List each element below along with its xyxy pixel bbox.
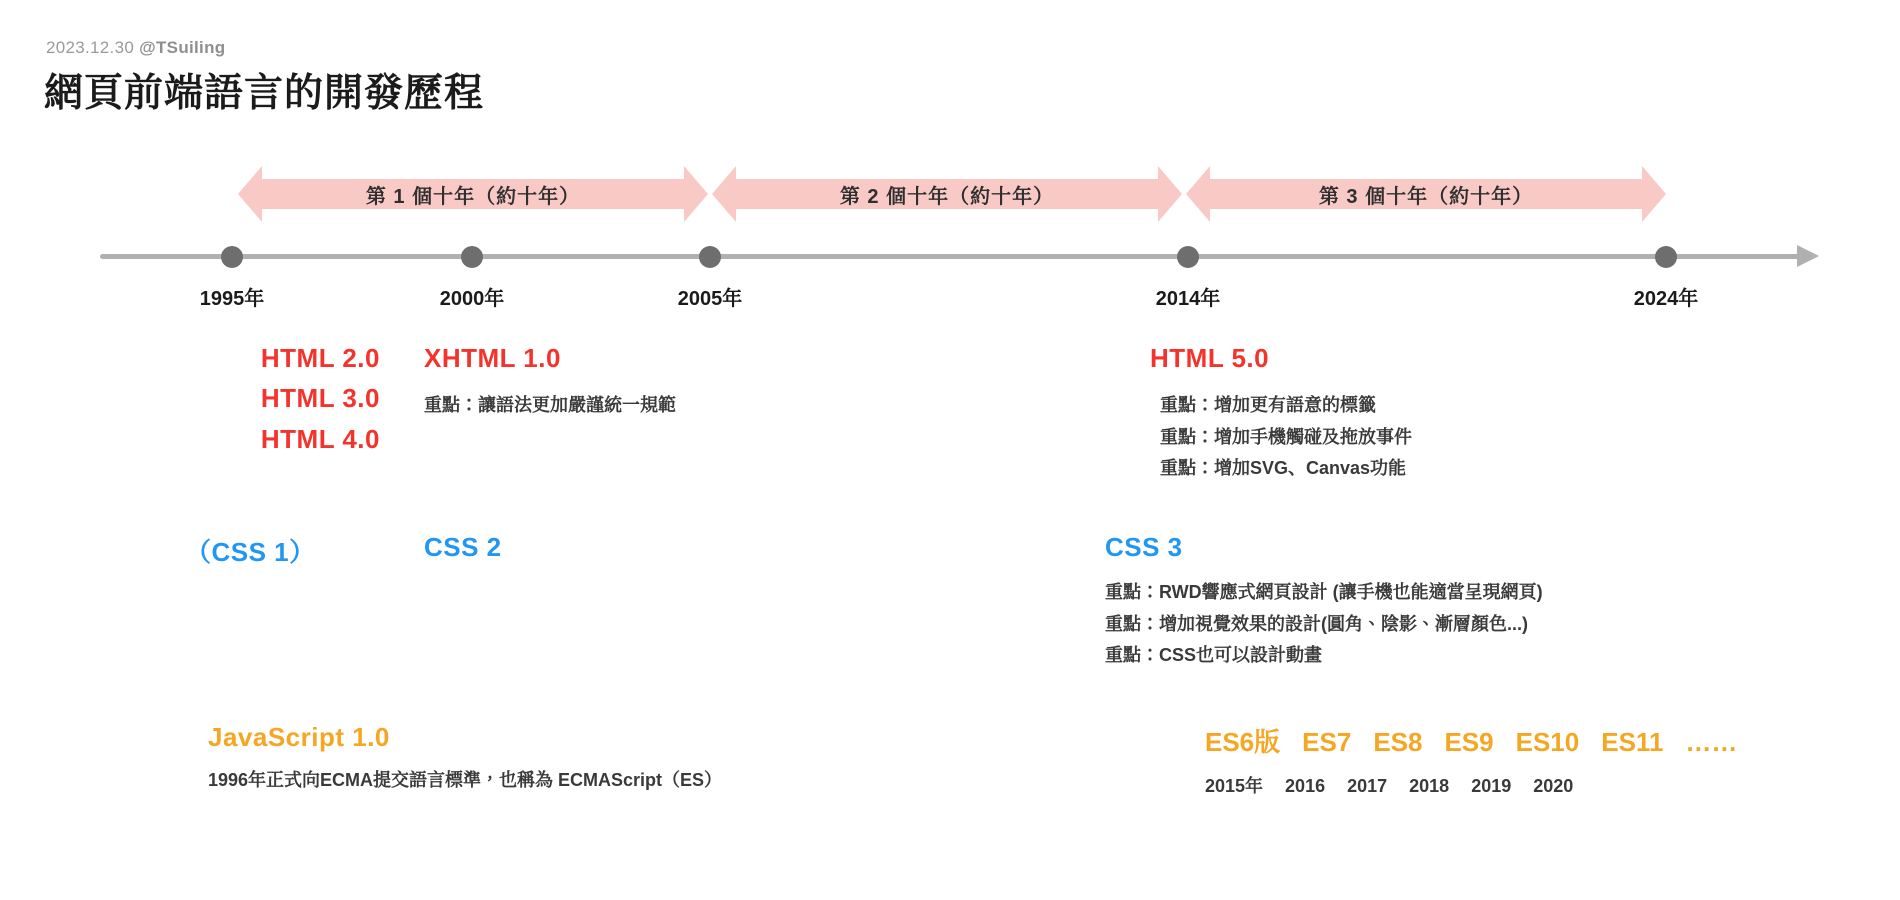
decade-arrow-1-left-tip	[238, 166, 262, 222]
decade-arrow-1-right-tip	[684, 166, 708, 222]
es-year-2015: 2015年	[1205, 776, 1264, 796]
es-year-2016: 2016	[1285, 776, 1326, 796]
es-version-es9: ES9	[1444, 727, 1494, 757]
es-year-2019: 2019	[1471, 776, 1512, 796]
javascript-group	[208, 722, 722, 797]
page-title: 網頁前端語言的開發歷程	[44, 72, 485, 115]
timeline-axis-arrow-icon	[1797, 245, 1819, 267]
decade-arrow-1-label: 第 1 個十年（約十年）	[365, 185, 581, 208]
javascript-1-0-label: JavaScript 1.0	[208, 722, 390, 752]
decade-band	[0, 166, 1900, 222]
html-5-0-note-3: 重點：增加SVG、Canvas功能	[1160, 458, 1407, 479]
decade-arrow-3-left-tip	[1186, 166, 1210, 222]
decade-arrow-2-left-tip	[712, 166, 736, 222]
es-version-es8: ES8	[1373, 727, 1423, 757]
html-5-0-note-1: 重點：增加更有語意的標籤	[1160, 395, 1376, 416]
css3-group	[1105, 532, 1543, 672]
ecmascript-years	[1205, 772, 1573, 798]
css-3-note-1: 重點：RWD響應式網頁設計 (讓手機也能適當呈現網頁)	[1105, 582, 1543, 602]
es-version-more: ……	[1685, 727, 1738, 757]
html-3-0-label: HTML 3.0	[260, 383, 380, 414]
javascript-note: 1996年正式向ECMA提交語言標準，也稱為 ECMAScript（ES）	[208, 770, 723, 790]
es-version-es6: ES6版	[1205, 727, 1281, 757]
html-4-0-label: HTML 4.0	[260, 423, 380, 454]
css-3-note-2: 重點：增加視覺效果的設計(圓角、陰影、漸層顏色...)	[1105, 613, 1528, 634]
meta-handle: @TSuiling	[139, 38, 226, 57]
es-version-es11: ES11	[1601, 727, 1664, 757]
xhtml-1-0-note: 重點：讓語法更加嚴謹統一規範	[424, 395, 676, 416]
html-5-0-note-2: 重點：增加手機觸碰及拖放事件	[1160, 426, 1412, 447]
es-year-2018: 2018	[1409, 776, 1450, 796]
timeline-axis	[100, 254, 1800, 259]
timeline-dot-2000	[461, 246, 483, 268]
html5-2014-group	[1150, 338, 1412, 485]
timeline-label-2014: 2014年	[1155, 288, 1221, 310]
decade-arrow-3-right-tip	[1642, 166, 1666, 222]
timeline-dot-2024	[1655, 246, 1677, 268]
es-version-es7: ES7	[1302, 727, 1352, 757]
html-5-0-label: HTML 5.0	[1150, 343, 1270, 373]
timeline-label-2005: 2005年	[677, 288, 743, 310]
timeline-label-2024: 2024年	[1633, 288, 1699, 310]
html-2-0-label: HTML 2.0	[260, 343, 380, 373]
meta-line	[46, 38, 225, 58]
css-3-note-3: 重點：CSS也可以設計動畫	[1105, 645, 1323, 665]
css-2-label: CSS 2	[424, 532, 502, 562]
meta-date: 2023.12.30	[46, 38, 135, 57]
timeline-label-1995: 1995年	[199, 288, 265, 310]
css-1-label: （CSS 1）	[185, 537, 316, 567]
decade-arrow-1	[238, 166, 708, 222]
css-3-label: CSS 3	[1105, 532, 1183, 562]
decade-arrow-3	[1186, 166, 1666, 222]
es-version-es10: ES10	[1515, 727, 1580, 757]
css2-group	[424, 532, 502, 563]
decade-arrow-2	[712, 166, 1182, 222]
es-year-2020: 2020	[1533, 776, 1574, 796]
es-year-2017: 2017	[1347, 776, 1388, 796]
timeline-dot-2005	[699, 246, 721, 268]
decade-arrow-2-right-tip	[1158, 166, 1182, 222]
timeline-dot-2014	[1177, 246, 1199, 268]
html-1995-group	[110, 338, 380, 459]
decade-arrow-3-label: 第 3 個十年（約十年）	[1318, 185, 1534, 208]
xhtml-1-0-label: XHTML 1.0	[424, 343, 561, 373]
css1-group	[185, 532, 316, 569]
ecmascript-versions	[1205, 722, 1737, 759]
timeline-label-2000: 2000年	[439, 288, 505, 310]
timeline-dot-1995	[221, 246, 243, 268]
xhtml-2000-group	[424, 338, 676, 422]
decade-arrow-2-label: 第 2 個十年（約十年）	[839, 185, 1055, 208]
